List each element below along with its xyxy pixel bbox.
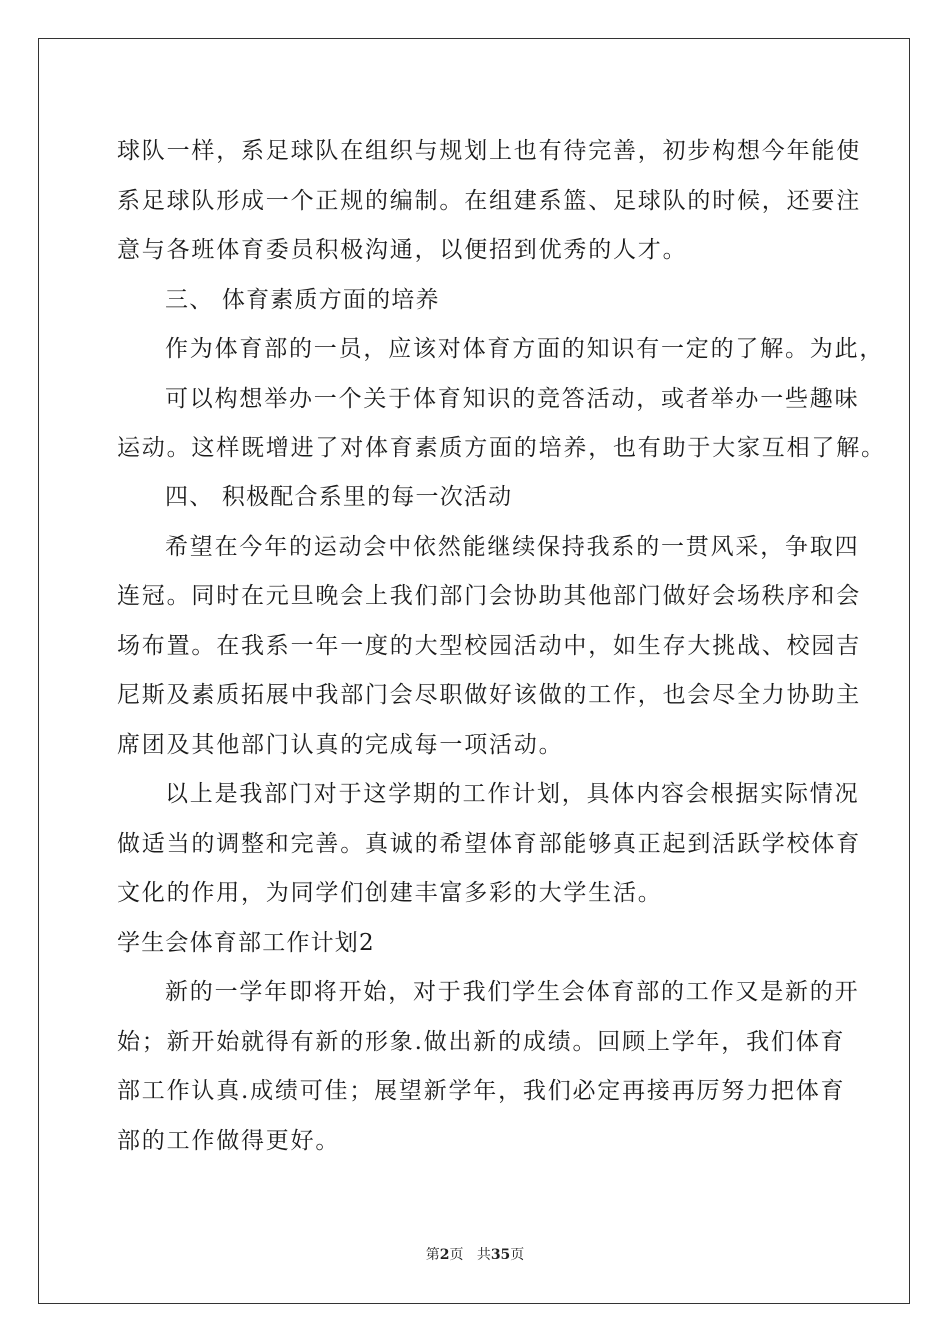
paragraph-line: 做适当的调整和完善。真诚的希望体育部能够真正起到活跃学校体育	[117, 831, 861, 857]
section-heading: 四、 积极配合系里的每一次活动	[165, 484, 513, 510]
paragraph-line: 球队一样，系足球队在组织与规划上也有待完善，初步构想今年能使	[117, 138, 861, 164]
document-subtitle: 学生会体育部工作计划2	[117, 930, 375, 956]
paragraph-line: 系足球队形成一个正规的编制。在组建系篮、足球队的时候，还要注	[117, 188, 861, 214]
page-prefix: 第	[425, 1247, 440, 1263]
total-prefix: 共	[476, 1247, 491, 1263]
paragraph-line: 新的一学年即将开始，对于我们学生会体育部的工作又是新的开	[165, 979, 860, 1005]
total-pages: 35	[490, 1247, 511, 1263]
page-border	[38, 38, 910, 1304]
section-heading: 三、 体育素质方面的培养	[165, 287, 440, 313]
paragraph-line: 尼斯及素质拓展中我部门会尽职做好该做的工作，也会尽全力协助主	[117, 682, 861, 708]
paragraph-line: 文化的作用，为同学们创建丰富多彩的大学生活。	[117, 880, 663, 906]
paragraph-line: 意与各班体育委员积极沟通，以便招到优秀的人才。	[117, 237, 688, 263]
page-number: 2	[439, 1247, 450, 1263]
paragraph-line: 可以构想举办一个关于体育知识的竞答活动，或者举办一些趣味	[165, 386, 860, 412]
paragraph-line: 作为体育部的一员，应该对体育方面的知识有一定的了解。为此，	[165, 336, 885, 362]
paragraph-line: 运动。这样既增进了对体育素质方面的培养，也有助于大家互相了解。	[117, 435, 886, 461]
paragraph-line: 场布置。在我系一年一度的大型校园活动中，如生存大挑战、校园吉	[117, 633, 861, 659]
paragraph-line: 始；新开始就得有新的形象.做出新的成绩。回顾上学年，我们体育	[117, 1029, 846, 1055]
page-footer	[0, 1246, 950, 1264]
page-suffix: 页	[449, 1247, 464, 1263]
paragraph-line: 连冠。同时在元旦晚会上我们部门会协助其他部门做好会场秩序和会	[117, 583, 861, 609]
total-suffix: 页	[510, 1247, 525, 1263]
paragraph-line: 部工作认真.成绩可佳；展望新学年，我们必定再接再厉努力把体育	[117, 1078, 846, 1104]
paragraph-line: 希望在今年的运动会中依然能继续保持我系的一贯风采，争取四	[165, 534, 860, 560]
paragraph-line: 以上是我部门对于这学期的工作计划，具体内容会根据实际情况	[165, 781, 860, 807]
paragraph-line: 部的工作做得更好。	[117, 1128, 341, 1154]
paragraph-line: 席团及其他部门认真的完成每一项活动。	[117, 732, 564, 758]
